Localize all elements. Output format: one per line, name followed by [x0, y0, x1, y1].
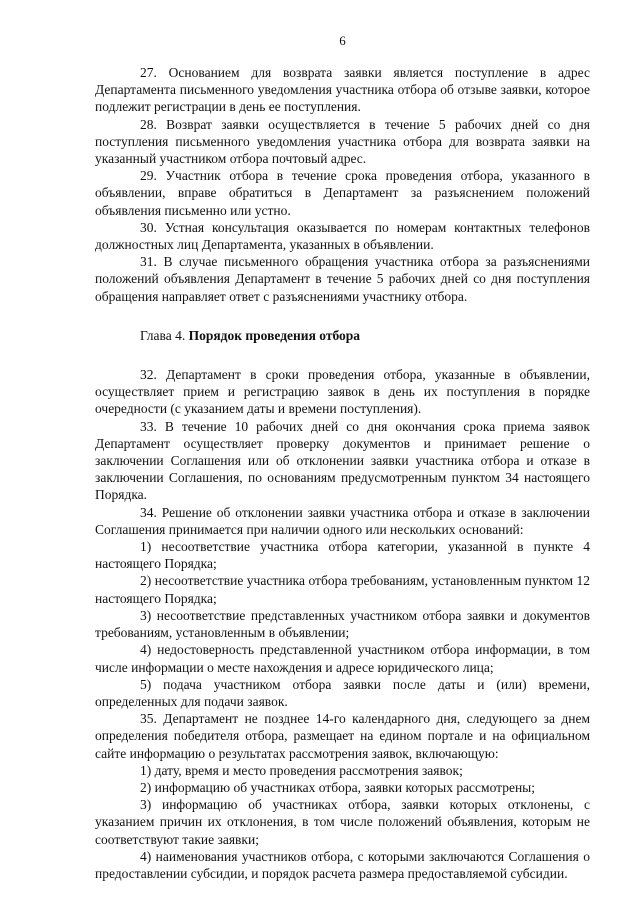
list-item-35-3: 3) информацию об участниках отбора, заявки которых отклонены, с указанием причин их отклонения, в том числе положений объявления, которым не соответствуют такие заявки;	[95, 797, 590, 847]
list-item-35-1: 1) дату, время и место проведения рассмотрения заявок;	[140, 762, 463, 778]
list-item-34-1: 1) несоответствие участника отбора категории, указанной в пункте 4 настоящего Порядка;	[95, 539, 590, 572]
paragraph-29: 29. Участник отбора в течение срока проведения отбора, указанного в объявлении, вправе обратиться в Департамент за разъяснением положений объявления письменно или устно.	[95, 168, 590, 218]
paragraph-35: 35. Департамент не позднее 14-го календарного дня, следующего за днем определения победителя отбора, размещает на едином портале и на официальном сайте информацию о результатах рассмотрения заявок, включающую:	[95, 711, 590, 761]
list-item-35-2: 2) информацию об участниках отбора, заявки которых рассмотрены;	[140, 779, 536, 795]
paragraph-34: 34. Решение об отклонении заявки участника отбора и отказе в заключении Соглашения принимается при наличии одного или нескольких оснований:	[95, 504, 590, 537]
chapter-prefix: Глава 4.	[140, 327, 189, 343]
paragraph-32: 32. Департамент в сроки проведения отбора, указанные в объявлении, осуществляет прием и регистрацию заявок в день их поступления в порядке очередности (с указанием даты и времени поступления).	[95, 367, 590, 417]
list-item-34-4: 4) недостоверность представленной участником отбора информации, в том числе информации о месте нахождения и адресе юридического лица;	[95, 642, 590, 675]
chapter-heading	[95, 327, 590, 344]
page-number: 6	[339, 33, 346, 48]
paragraph-33: 33. В течение 10 рабочих дней со дня окончания срока приема заявок Департамент осуществляет проверку документов и принимает решение о заключении Соглашения или об отклонении заявки участника отбора и отказе в заключении Соглашения, по основаниям предусмотренным пунктом 34 настоящего Порядка.	[95, 418, 590, 503]
paragraph-28: 28. Возврат заявки осуществляется в течение 5 рабочих дней со дня поступления письменного уведомления участника отбора для возврата заявки на указанный участником отбора почтовый адрес.	[95, 116, 590, 167]
paragraph-27: 27. Основанием для возврата заявки является поступление в адрес Департамента письменного уведомления участника отбора об отзыве заявки, которое подлежит регистрации в день ее поступления.	[95, 65, 590, 115]
list-item-34-2: 2) несоответствие участника отбора требованиям, установленным пунктом 12 настоящего Порядка;	[95, 573, 590, 606]
chapter-title: Порядок проведения отбора	[188, 327, 361, 343]
paragraph-30: 30. Устная консультация оказывается по номерам контактных телефонов должностных лиц Департамента, указанных в объявлении.	[95, 219, 590, 253]
list-item-34-3: 3) несоответствие представленных участником отбора заявки и документов требованиям, установленным в объявлении;	[95, 607, 590, 641]
section-before	[95, 64, 590, 305]
section-after	[95, 366, 590, 882]
paragraph-31: 31. В случае письменного обращения участника отбора за разъяснениями положений объявления Департамент в течение 5 рабочих дней со дня поступления обращения направляет ответ с разъяснениями участнику отбора.	[95, 254, 590, 304]
list-item-34-5: 5) подача участником отбора заявки после даты и (или) времени, определенных для подачи заявок.	[95, 676, 590, 709]
list-item-35-4: 4) наименования участников отбора, с которыми заключаются Соглашения о предоставлении субсидии, и порядок расчета размера предоставляемой субсидии.	[95, 848, 590, 881]
